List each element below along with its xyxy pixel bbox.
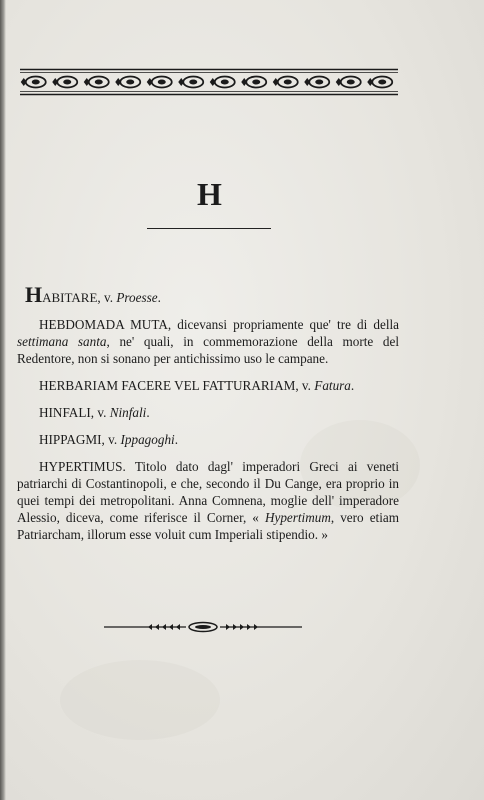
ornament-motif [336, 77, 361, 88]
entry-text: , ne' quali, in commemorazione della morte del Redentore, non si sonano per antichissimo uso le campane. [17, 334, 399, 366]
entry-hypertimus [17, 458, 399, 543]
ornament-motif [367, 77, 392, 88]
entry-headword: HYPERTIMUS [39, 459, 123, 474]
entry-crossref: Ninfali [109, 405, 147, 420]
ornament-motif [52, 77, 77, 88]
entry-end: . [174, 432, 178, 447]
entry-headword: HEBDOMADA MUTA [39, 317, 168, 332]
entry-habitare [17, 282, 399, 307]
ornament-motif [147, 77, 172, 88]
entry-connector: , v. [295, 378, 315, 393]
entry-end: . [146, 405, 150, 420]
ornament-motif [273, 77, 298, 88]
entry-connector: , v. [90, 405, 110, 420]
ornament-motif [21, 77, 46, 88]
paper-stain [60, 660, 220, 740]
entry-headword: ABITARE [42, 290, 98, 305]
entry-headword: HERBARIAM FACERE VEL FATTURARIAM [39, 378, 296, 393]
entry-connector: , v. [97, 290, 117, 305]
page-binding-edge [0, 0, 6, 800]
ornament-motif [304, 77, 329, 88]
section-letter-heading: H [197, 176, 223, 212]
entry-end: . [157, 290, 161, 305]
ornament-motif [178, 77, 203, 88]
heading-rule [147, 228, 271, 229]
ornament-motif [210, 77, 235, 88]
entry-text: , dicevansi propriamente que' tre di della [167, 317, 399, 332]
entry-text: . Titolo dato dagl' imperadori Greci ai veneti patriarchi di Costantinopoli, e che, secondo il Du Cange, era proprio in quei tempi dei metropolitani. Anna Comnena, moglie dell' imperadore Alessio, diceva, come riferisce il Corner, « [17, 459, 399, 525]
entry-hinfali [17, 404, 399, 421]
entry-text: , vero etiam Patriarcham, illorum esse voluit cum Imperiali stipendio. » [17, 510, 399, 542]
entry-italic-term: Hypertimum [264, 510, 331, 525]
entry-headword: HIPPAGMI [39, 432, 102, 447]
entry-hebdomada-muta [17, 316, 399, 367]
header-ornament-band [20, 68, 398, 96]
drop-cap-letter: H [25, 282, 43, 307]
entry-italic-term: settimana santa [17, 334, 107, 349]
ornament-motif [241, 77, 266, 88]
dictionary-entries [17, 282, 399, 543]
tail-ornament [104, 618, 302, 636]
entry-end: . [350, 378, 355, 393]
entry-crossref: Fatura [314, 378, 351, 393]
ornament-motif [115, 77, 140, 88]
entry-herbariam [17, 377, 399, 394]
entry-crossref: Proesse [116, 290, 158, 305]
entry-headword: HINFALI [39, 405, 91, 420]
entry-connector: , v. [101, 432, 121, 447]
entry-crossref: Ippagoghi [120, 432, 175, 447]
ornament-motif [84, 77, 109, 88]
entry-hippagmi [17, 431, 399, 448]
